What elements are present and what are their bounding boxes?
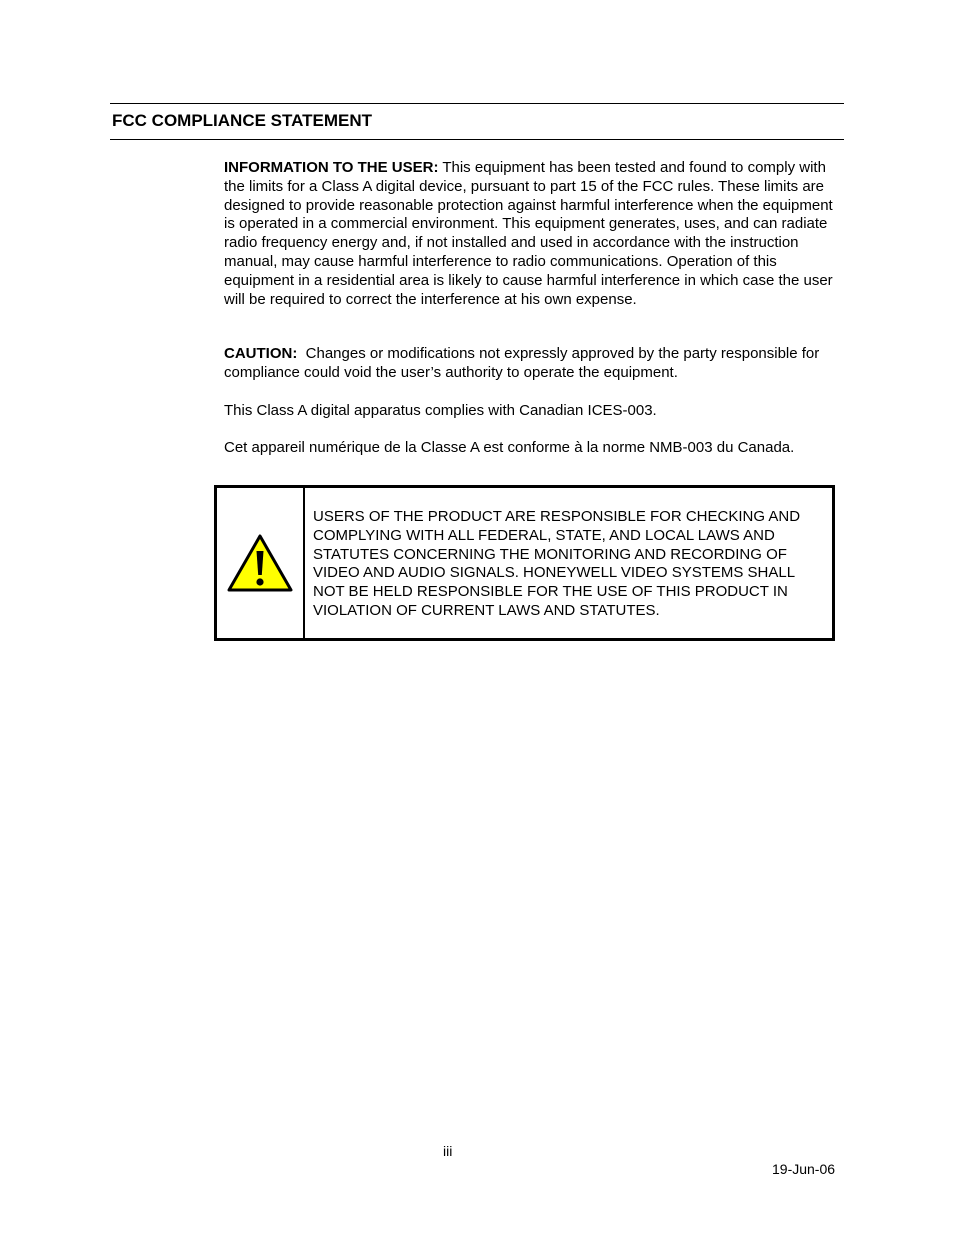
warning-box xyxy=(214,485,835,641)
section-title: FCC COMPLIANCE STATEMENT xyxy=(112,111,373,130)
info-text: This equipment has been tested and found to comply with the limits for a Class A digital device, pursuant to part 15 of the FCC rules. These limits are designed to provide reasonable protection against harmful interference when the equipment is operated in a commercial environment. This equipment generates, uses, and can radiate radio frequency energy and, if not installed and used in accordance with the instruction manual, may cause harmful interference to radio communications. Operation of this equipment in a residential area is likely to cause harmful interference in which case the user will be required to correct the interference at his own expense. xyxy=(224,159,833,308)
nmb-statement: Cet appareil numérique de la Classe A est conforme à la norme NMB-003 du Canada. xyxy=(224,439,795,456)
info-label: INFORMATION TO THE USER: xyxy=(224,159,439,176)
ices-statement: This Class A digital apparatus complies with Canadian ICES-003. xyxy=(224,402,657,419)
caution-text: Changes or modifications not expressly approved by the party responsible for compliance could void the user’s authority to operate the equipment. xyxy=(224,345,824,381)
warning-icon-cell xyxy=(217,488,305,638)
warning-triangle-icon xyxy=(226,533,294,593)
warning-text: USERS OF THE PRODUCT ARE RESPONSIBLE FOR CHECKING AND COMPLYING WITH ALL FEDERAL, STATE, AND LOCAL LAWS AND STATUTES CONCERNING THE MONITORING AND RECORDING OF VIDEO AND AUDIO SIGNALS. HONEYWELL VIDEO SYSTEMS SHALL NOT BE HELD RESPONSIBLE FOR THE USE OF THIS PRODUCT IN VIOLATION OF CURRENT LAWS AND STATUTES. xyxy=(313,508,801,619)
caution-paragraph xyxy=(224,345,840,383)
footer-date: 19-Jun-06 xyxy=(772,1161,836,1177)
warning-text-cell xyxy=(305,488,832,638)
page-number: iii xyxy=(443,1143,453,1159)
header-rule-top xyxy=(110,103,844,104)
info-paragraph xyxy=(224,159,840,309)
header-rule-bottom xyxy=(110,139,844,140)
caution-label: CAUTION: xyxy=(224,345,298,362)
